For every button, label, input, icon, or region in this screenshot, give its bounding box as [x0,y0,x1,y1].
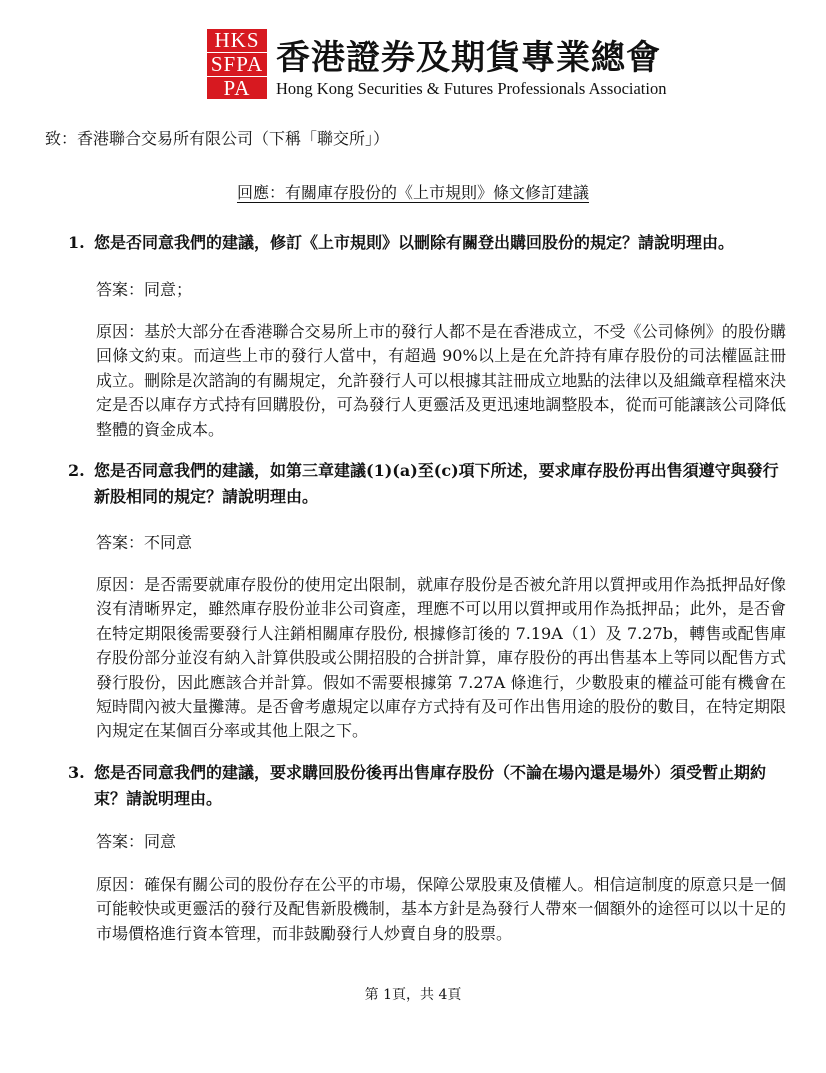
question-text: 您是否同意我們的建議，要求購回股份後再出售庫存股份（不論在場內還是場外）須受暫止期約束？請說明理由。 [94,763,767,808]
question-text: 您是否同意我們的建議，修訂《上市規則》以刪除有關登出購回股份的規定？請說明理由。 [94,233,735,252]
logo-row-3: PA [223,76,251,100]
reason-3: 原因：確保有關公司的股份存在公平的市場，保障公眾股東及債權人。相信這制度的原意只是一個可能較快或更靈活的發行及配售新股機制，基本方針是為發行人帶來一個額外的途徑可以以十足的市場價格進行資本管理，而非鼓勵發行人炒賣自身的股票。 [96,875,786,943]
page-number-footer: 第 1頁，共 4頁 [364,987,462,1003]
logo-row-1: HKS [207,29,267,53]
org-name-english: Hong Kong Securities & Futures Professionals Association [276,79,667,98]
subject-heading: 回應：有關庫存股份的《上市規則》條文修訂建議 [236,183,589,202]
answer-2: 答案：不同意 [96,533,193,552]
answer-3: 答案：同意 [96,832,177,851]
question-1 [68,230,788,256]
question-number: 2. [68,461,85,480]
question-text: 您是否同意我們的建議，如第三章建議(1)(a)至(c)項下所述，要求庫存股份再出售須遵守與發行新股相同的規定？請說明理由。 [94,461,779,506]
question-2 [68,458,788,510]
reason-2: 原因：是否需要就庫存股份的使用定出限制，就庫存股份是否被允許用以質押或用作為抵押品好像沒有清晰界定，雖然庫存股份並非公司資產，理應不可以用以質押或用作為抵押品；此外，是否會在特定期限後需要發行人注銷相關庫存股份, 根據修訂後的 7.19A（1）及 7.27b，轉售或配售庫存股份部分並沒有納入計算供股或公開招股的合拼計算，庫存股份的再出售基本上等同以配售方式發行股份，因此應該合并計算。假如不需要根據第 7.27A 條進行，少數股東的權益可能有機會在短時間內被大量攤薄。是否會考慮規定以庫存方式持有及可作出售用途的股份的數目，在特定期限內規定在某個百分率或其他上限之下。 [96,575,786,741]
org-name-chinese: 香港證券及期貨專業總會 [276,38,661,78]
question-number: 1. [68,233,85,252]
answer-1: 答案：同意； [96,280,193,299]
reason-1: 原因：基於大部分在香港聯合交易所上市的發行人都不是在香港成立，不受《公司條例》的股份購回條文約束。而這些上市的發行人當中，有超過 90%以上是在允許持有庫存股份的司法權區註冊成立。刪除是次諮詢的有關規定，允許發行人可以根據其註冊成立地點的法律以及組織章程檔來決定是否以庫存方式持有回購股份，可為發行人更靈活及更迅速地調整股本，從而可能讓該公司降低整體的資金成本。 [96,322,786,439]
recipient-line: 致：香港聯合交易所有限公司（下稱「聯交所」） [45,129,390,148]
hksfpa-logo [207,29,267,99]
logo-row-2: SFPA [207,53,267,77]
question-3 [68,760,788,812]
question-number: 3. [68,763,85,782]
